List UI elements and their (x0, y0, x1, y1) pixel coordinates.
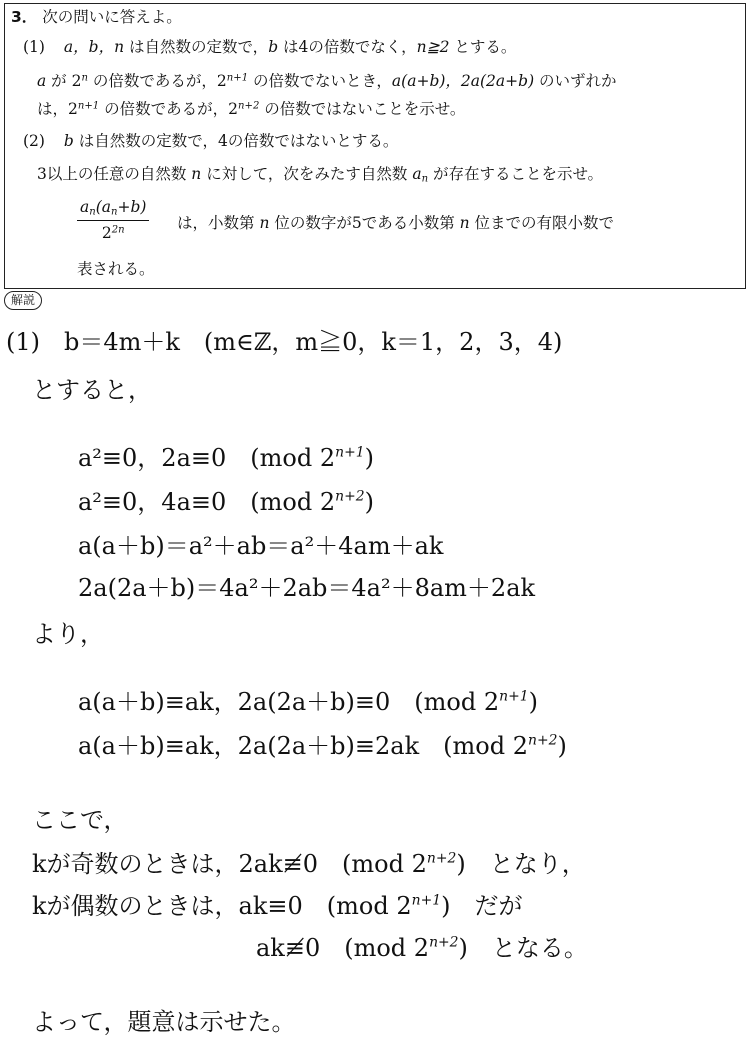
text: とする。 (449, 38, 517, 56)
eq: kが偶数のときは，ak≡0 (mod 2 (32, 892, 412, 920)
equation-6 (78, 734, 567, 758)
part2-line4: 表される。 (77, 260, 155, 278)
exp: n+2 (335, 488, 365, 505)
part1-line2 (37, 74, 617, 90)
text: は4の倍数でなく， (278, 38, 417, 56)
var-n: n (191, 165, 202, 183)
exp: n+1 (77, 100, 100, 112)
solution-line-4: ここで， (32, 806, 128, 834)
text: は， (37, 100, 69, 118)
sub: n (89, 206, 96, 218)
eq: ) (364, 488, 374, 516)
exp: n+2 (527, 732, 558, 749)
var-n: n (459, 214, 470, 232)
text: の倍数であるが， (99, 100, 229, 118)
text: の倍数であるが， (87, 72, 217, 90)
text: に対して，次をみたす自然数 (201, 165, 413, 183)
eq: a²≡0，4a≡0 (mod 2 (78, 488, 336, 516)
exp: n (81, 72, 88, 84)
eq: ) となり， (456, 850, 586, 878)
eq: kが奇数のときは，2ak≢0 (mod 2 (32, 850, 427, 878)
sub: n (421, 173, 429, 185)
equation-5 (78, 690, 538, 714)
text: は自然数の定数で， (124, 38, 269, 56)
base: 2 (68, 100, 78, 118)
part1-label: (1) (23, 38, 45, 56)
text: 位までの有限小数で (469, 214, 615, 232)
fraction-numerator (77, 200, 149, 221)
fraction (77, 200, 149, 241)
exp: n+2 (426, 850, 457, 867)
equation-9 (256, 936, 588, 960)
exp: n+1 (411, 892, 442, 909)
var-a: a (412, 165, 422, 183)
problem-header (11, 10, 182, 26)
problem-number: 3． (11, 8, 38, 26)
equation-2 (78, 490, 374, 514)
part1-line3 (37, 102, 465, 118)
solution-line-1: (1) b＝4m＋k (m∈ℤ，m≧0，k＝1，2，3，4) (6, 328, 563, 356)
var: a (80, 198, 90, 216)
solution-line-2: とすると， (32, 376, 152, 404)
explanation-badge: 解説 (4, 291, 42, 310)
equation-8 (32, 894, 522, 918)
exp: n+1 (335, 444, 365, 461)
part2-line2 (37, 167, 603, 183)
condition: n≧2 (416, 38, 450, 56)
part2-line3 (177, 216, 614, 232)
equation-3: a(a＋b)＝a²＋ab＝a²＋4am＋ak (78, 532, 444, 560)
text: の倍数でないとき， (248, 72, 392, 90)
solution-line-3: より， (32, 620, 104, 648)
conclusion: よって，題意は示せた。 (32, 1008, 296, 1036)
sub: n (111, 206, 118, 218)
text: は自然数の定数で，4の倍数ではないとする。 (73, 132, 399, 150)
equation-4: 2a(2a＋b)＝4a²＋2ab＝4a²＋8am＋2ak (78, 574, 536, 602)
exp: n+2 (238, 100, 260, 112)
var-n: n (259, 214, 270, 232)
part2-line1 (23, 134, 398, 150)
fraction-denominator (77, 221, 149, 242)
var-a: a (37, 72, 47, 90)
exp: n+1 (226, 72, 249, 84)
base: 2 (101, 223, 112, 242)
equation-7 (32, 852, 586, 876)
problem-intro: 次の問いに答えよ。 (42, 8, 182, 26)
text: 位の数字が5である小数第 (269, 214, 460, 232)
base: 2 (228, 100, 239, 118)
eq: ) (364, 444, 374, 472)
text: 3以上の任意の自然数 (37, 165, 192, 183)
expressions: a(a+b)，2a(2a+b) (391, 72, 535, 90)
var: +b) (117, 198, 147, 216)
base: 2 (71, 72, 82, 90)
text: の倍数ではないことを示せ。 (259, 100, 466, 118)
var-b: b (268, 38, 279, 56)
text: は，小数第 (177, 214, 260, 232)
part1-line1 (23, 40, 516, 56)
exp: n+2 (429, 934, 459, 951)
problem-box (4, 3, 746, 289)
eq: ) だが (441, 892, 523, 920)
equation-1 (78, 446, 374, 470)
var-b: b (63, 132, 74, 150)
base: 2 (216, 72, 227, 90)
text: のいずれか (534, 72, 617, 90)
eq: ak≢0 (mod 2 (256, 934, 430, 962)
text: が (46, 72, 72, 90)
eq: ) となる。 (458, 934, 588, 962)
eq: ) (557, 732, 567, 760)
eq: a²≡0，2a≡0 (mod 2 (78, 444, 336, 472)
exp: 2n (111, 223, 125, 235)
text: が存在することを示せ。 (428, 165, 604, 183)
eq: a(a＋b)≡ak，2a(2a＋b)≡2ak (mod 2 (78, 732, 528, 760)
part2-label: (2) (23, 132, 45, 150)
var: (a (95, 198, 112, 216)
eq: ) (528, 688, 538, 716)
eq: a(a＋b)≡ak，2a(2a＋b)≡0 (mod 2 (78, 688, 500, 716)
vars: a，b，n (63, 38, 125, 56)
exp: n+1 (499, 688, 529, 705)
